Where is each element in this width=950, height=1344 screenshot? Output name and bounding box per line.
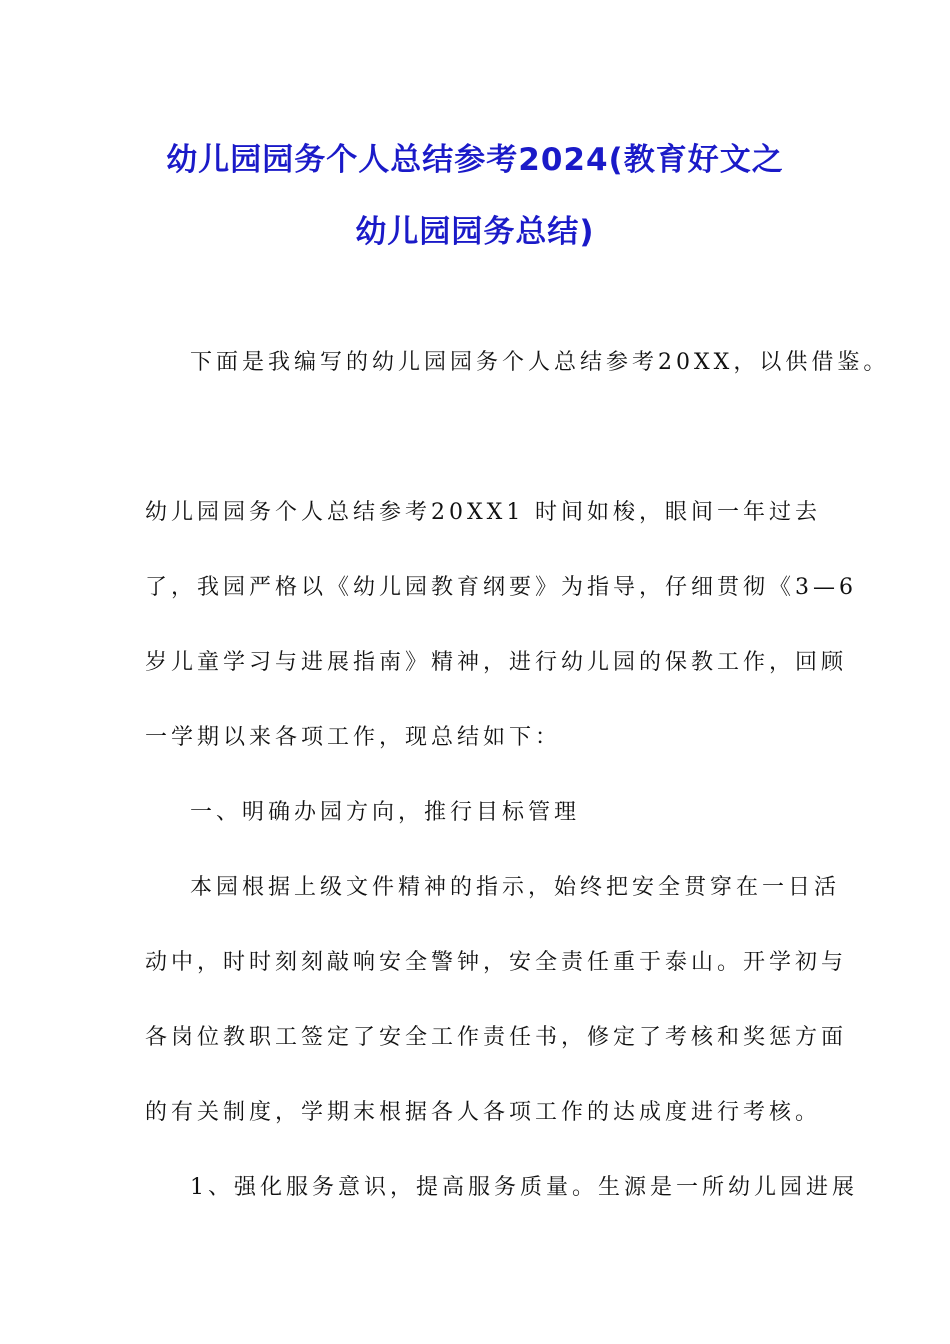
paragraph-2-line-1: 本园根据上级文件精神的指示，始终把安全贯穿在一日活 bbox=[190, 875, 841, 900]
intro-paragraph: 下面是我编写的幼儿园园务个人总结参考20XX，以供借鉴。 bbox=[190, 350, 890, 375]
document-title-line-1: 幼儿园园务个人总结参考2024(教育好文之 bbox=[166, 142, 784, 178]
paragraph-2-line-3: 各岗位教职工签定了安全工作责任书，修定了考核和奖惩方面 bbox=[145, 1025, 848, 1050]
paragraph-1-line-4: 一学期以来各项工作，现总结如下： bbox=[145, 725, 562, 750]
paragraph-2-line-4: 的有关制度，学期末根据各人各项工作的达成度进行考核。 bbox=[145, 1100, 822, 1125]
paragraph-1-line-1: 时间如梭，眼间一年过去 bbox=[535, 500, 822, 525]
document-title-line-2: 幼儿园园务总结) bbox=[355, 214, 595, 250]
paragraph-1-line-3: 岁儿童学习与进展指南》精神，进行幼儿园的保教工作，回顾 bbox=[145, 650, 848, 675]
paragraph-2-line-2: 动中，时时刻刻敲响安全警钟，安全责任重于泰山。开学初与 bbox=[145, 950, 848, 975]
paragraph-1-line-2: 了，我园严格以《幼儿园教育纲要》为指导，仔细贯彻《3—6 bbox=[145, 575, 857, 600]
paragraph-3-line-1: 1、强化服务意识，提高服务质量。生源是一所幼儿园进展 bbox=[190, 1175, 858, 1200]
section-heading: 幼儿园园务个人总结参考20XX1 bbox=[145, 500, 525, 525]
heading-one: 一、明确办园方向，推行目标管理 bbox=[190, 800, 581, 825]
